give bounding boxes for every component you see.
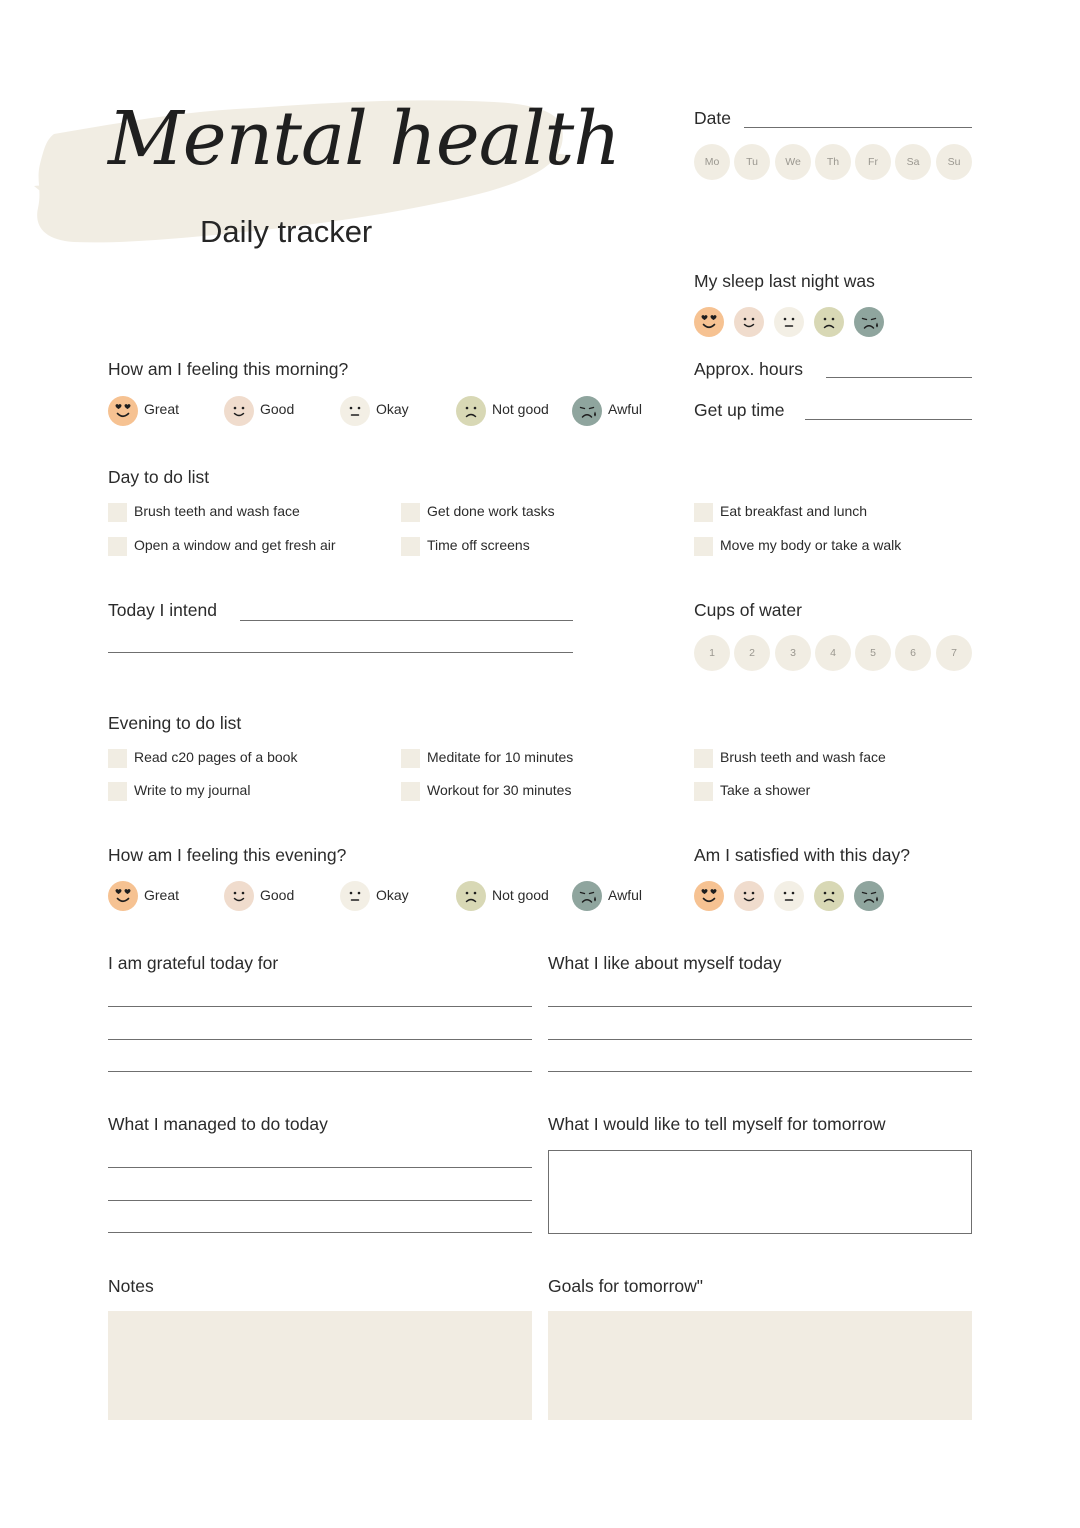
todo-item: Meditate for 10 minutes (427, 749, 574, 765)
water-cup[interactable]: 6 (895, 635, 931, 671)
mood-label-okay: Okay (376, 401, 409, 417)
checkbox[interactable] (694, 749, 713, 768)
checkbox[interactable] (694, 537, 713, 556)
date-label: Date (694, 108, 731, 128)
good-face-icon[interactable] (224, 396, 254, 426)
water-cup[interactable]: 4 (815, 635, 851, 671)
mood-label-awful: Awful (608, 401, 642, 417)
day-mo[interactable]: Mo (694, 144, 730, 180)
satisfied-label: Am I satisfied with this day? (694, 845, 910, 865)
checkbox[interactable] (694, 503, 713, 522)
tell-myself-box[interactable] (548, 1150, 972, 1234)
todo-item: Time off screens (427, 537, 530, 553)
get-up-time-label: Get up time (694, 400, 785, 420)
todo-item: Move my body or take a walk (720, 537, 902, 553)
day-tu[interactable]: Tu (734, 144, 770, 180)
awful-face-icon[interactable] (572, 881, 602, 911)
mood-label-not-good: Not good (492, 887, 549, 903)
good-face-icon[interactable] (734, 307, 764, 337)
not-good-face-icon[interactable] (456, 881, 486, 911)
great-face-icon[interactable] (694, 307, 724, 337)
managed-line[interactable] (108, 1200, 532, 1201)
okay-face-icon[interactable] (774, 881, 804, 911)
evening-question: How am I feeling this evening? (108, 845, 347, 865)
checkbox[interactable] (401, 749, 420, 768)
mood-label-great: Great (144, 401, 180, 417)
okay-face-icon[interactable] (340, 881, 370, 911)
checkbox[interactable] (108, 749, 127, 768)
like-myself-line[interactable] (548, 1006, 972, 1007)
mood-label-great: Great (144, 887, 180, 903)
managed-line[interactable] (108, 1232, 532, 1233)
day-sa[interactable]: Sa (895, 144, 931, 180)
checkbox[interactable] (401, 782, 420, 801)
checkbox[interactable] (694, 782, 713, 801)
like-myself-line[interactable] (548, 1071, 972, 1072)
goals-box[interactable] (548, 1311, 972, 1420)
todo-item: Read c20 pages of a book (134, 749, 298, 765)
good-face-icon[interactable] (734, 881, 764, 911)
mood-label-not-good: Not good (492, 401, 549, 417)
not-good-face-icon[interactable] (814, 307, 844, 337)
approx-hours-label: Approx. hours (694, 359, 803, 379)
todo-item: Write to my journal (134, 782, 251, 798)
okay-face-icon[interactable] (340, 396, 370, 426)
not-good-face-icon[interactable] (456, 396, 486, 426)
grateful-line[interactable] (108, 1006, 532, 1007)
intend-line[interactable] (108, 652, 573, 653)
morning-question: How am I feeling this morning? (108, 359, 349, 379)
goals-label: Goals for tomorrow" (548, 1276, 704, 1296)
awful-face-icon[interactable] (854, 881, 884, 911)
todo-item: Brush teeth and wash face (720, 749, 886, 765)
mood-label-good: Good (260, 887, 295, 903)
todo-item: Workout for 30 minutes (427, 782, 572, 798)
water-cup[interactable]: 5 (855, 635, 891, 671)
get-up-time-line[interactable] (805, 419, 972, 420)
day-we[interactable]: We (775, 144, 811, 180)
todo-item: Take a shower (720, 782, 811, 798)
intend-line[interactable] (240, 620, 573, 621)
water-cup[interactable]: 7 (936, 635, 972, 671)
checkbox[interactable] (401, 537, 420, 556)
day-su[interactable]: Su (936, 144, 972, 180)
mood-label-good: Good (260, 401, 295, 417)
great-face-icon[interactable] (108, 881, 138, 911)
notes-label: Notes (108, 1276, 154, 1296)
grateful-line[interactable] (108, 1039, 532, 1040)
water-cup[interactable]: 3 (775, 635, 811, 671)
checkbox[interactable] (108, 503, 127, 522)
managed-label: What I managed to do today (108, 1114, 328, 1134)
intend-label: Today I intend (108, 600, 217, 620)
day-th[interactable]: Th (815, 144, 851, 180)
awful-face-icon[interactable] (572, 396, 602, 426)
sleep-label: My sleep last night was (694, 271, 875, 291)
todo-item: Brush teeth and wash face (134, 503, 300, 519)
water-cup[interactable]: 2 (734, 635, 770, 671)
notes-box[interactable] (108, 1311, 532, 1420)
day-fr[interactable]: Fr (855, 144, 891, 180)
checkbox[interactable] (108, 537, 127, 556)
not-good-face-icon[interactable] (814, 881, 844, 911)
evening-todo-title: Evening to do list (108, 713, 242, 733)
checkbox[interactable] (401, 503, 420, 522)
checkbox[interactable] (108, 782, 127, 801)
great-face-icon[interactable] (108, 396, 138, 426)
grateful-line[interactable] (108, 1071, 532, 1072)
date-line[interactable] (744, 127, 972, 128)
water-label: Cups of water (694, 600, 802, 620)
title-script: Mental health (108, 96, 620, 182)
grateful-label: I am grateful today for (108, 953, 279, 973)
great-face-icon[interactable] (694, 881, 724, 911)
todo-item: Eat breakfast and lunch (720, 503, 868, 519)
subtitle: Daily tracker (200, 214, 373, 249)
water-cup[interactable]: 1 (694, 635, 730, 671)
day-todo-title: Day to do list (108, 467, 210, 487)
approx-hours-line[interactable] (826, 377, 972, 378)
mood-label-okay: Okay (376, 887, 409, 903)
awful-face-icon[interactable] (854, 307, 884, 337)
todo-item: Open a window and get fresh air (134, 537, 336, 553)
mood-label-awful: Awful (608, 887, 642, 903)
todo-item: Get done work tasks (427, 503, 555, 519)
like-myself-label: What I like about myself today (548, 953, 782, 973)
managed-line[interactable] (108, 1167, 532, 1168)
tell-myself-label: What I would like to tell myself for tomorrow (548, 1114, 886, 1134)
good-face-icon[interactable] (224, 881, 254, 911)
okay-face-icon[interactable] (774, 307, 804, 337)
like-myself-line[interactable] (548, 1039, 972, 1040)
